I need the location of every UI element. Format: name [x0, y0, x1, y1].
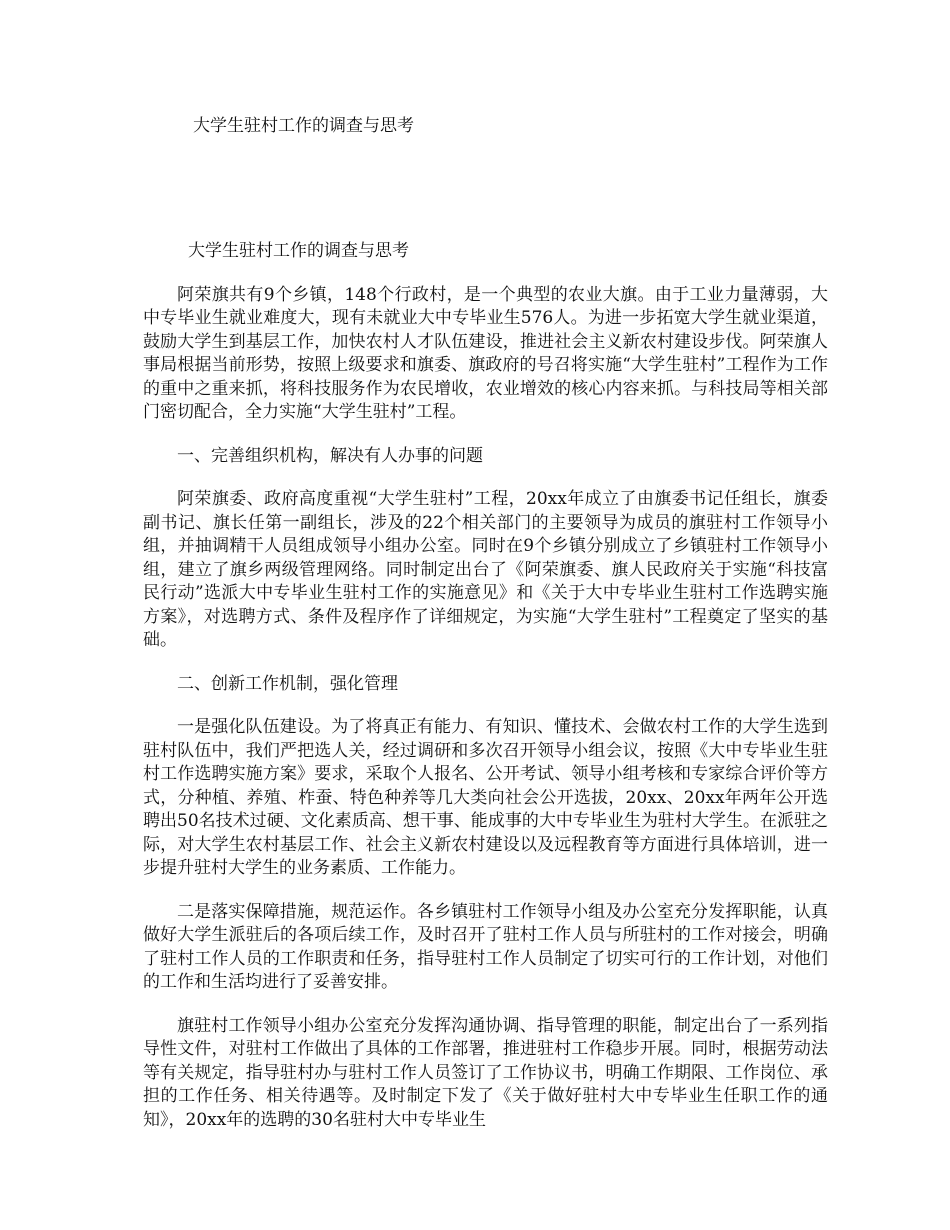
paragraph-safeguards: 二是落实保障措施，规范运作。各乡镇驻村工作领导小组及办公室充分发挥职能，认真做好大学生派驻后的各项后续工作，及时召开了驻村工作人员与所驻村的工作对接会，明确了驻村工作人员的工作职责和任务，指导驻村工作人员制定了切实可行的工作计划，对他们的工作和生活均进行了妥善安排。: [143, 901, 828, 992]
paragraph-office-role: 旗驻村工作领导小组办公室充分发挥沟通协调、指导管理的职能，制定出台了一系列指导性文件，对驻村工作做出了具体的工作部署，推进驻村工作稳步开展。同时，根据劳动法等有关规定，指导驻村办与驻村工作人员签订了工作协议书，明确工作期限、工作岗位、承担的工作任务、相关待遇等。及时制定下发了《关于做好驻村大中专毕业生任职工作的通知》，20xx年的选聘的30名驻村大中专毕业生: [143, 1015, 828, 1130]
paragraph-team-building: 一是强化队伍建设。为了将真正有能力、有知识、懂技术、会做农村工作的大学生选到驻村队伍中，我们严把选人关，经过调研和多次召开领导小组会议，按照《大中专毕业生驻村工作选聘实施方案》要求，采取个人报名、公开考试、领导小组考核和专家综合评价等方式，分种植、养殖、柞蚕、特色种养等几大类向社会公开选拔，20xx、20xx年两年公开选聘出50名技术过硬、文化素质高、想干事、能成事的大中专毕业生为驻村大学生。在派驻之际，对大学生农村基层工作、社会主义新农村建设以及远程教育等方面进行具体培训，进一步提升驻村大学生的业务素质、工作能力。: [143, 717, 828, 878]
section-heading-2: 二、创新工作机制，强化管理: [177, 673, 398, 694]
document-subtitle: 大学生驻村工作的调查与思考: [188, 241, 409, 261]
document-title: 大学生驻村工作的调查与思考: [193, 116, 414, 136]
paragraph-organization: 阿荣旗委、政府高度重视“大学生驻村”工程，20xx年成立了由旗委书记任组长，旗委副书记、旗长任第一副组长，涉及的22个相关部门的主要领导为成员的旗驻村工作领导小组，并抽调精干人员组成领导小组办公室。同时在9个乡镇分别成立了乡镇驻村工作领导小组，建立了旗乡两级管理网络。同时制定出台了《阿荣旗委、旗人民政府关于实施“科技富民行动”选派大中专毕业生驻村工作的实施意见》和《关于大中专毕业生驻村工作选聘实施方案》，对选聘方式、条件及程序作了详细规定，为实施“大学生驻村”工程奠定了坚实的基础。: [143, 489, 828, 650]
paragraph-intro: 阿荣旗共有9个乡镇，148个行政村，是一个典型的农业大旗。由于工业力量薄弱，大中专毕业生就业难度大，现有未就业大中专毕业生576人。为进一步拓宽大学生就业渠道，鼓励大学生到基层工作，加快农村人才队伍建设，推进社会主义新农村建设步伐。阿荣旗人事局根据当前形势，按照上级要求和旗委、旗政府的号召将实施“大学生驻村”工程作为工作的重中之重来抓，将科技服务作为农民增收，农业增效的核心内容来抓。与科技局等相关部门密切配合，全力实施“大学生驻村”工程。: [143, 284, 828, 422]
document-body: [143, 240, 828, 1152]
section-heading-1: 一、完善组织机构，解决有人办事的问题: [177, 445, 483, 466]
